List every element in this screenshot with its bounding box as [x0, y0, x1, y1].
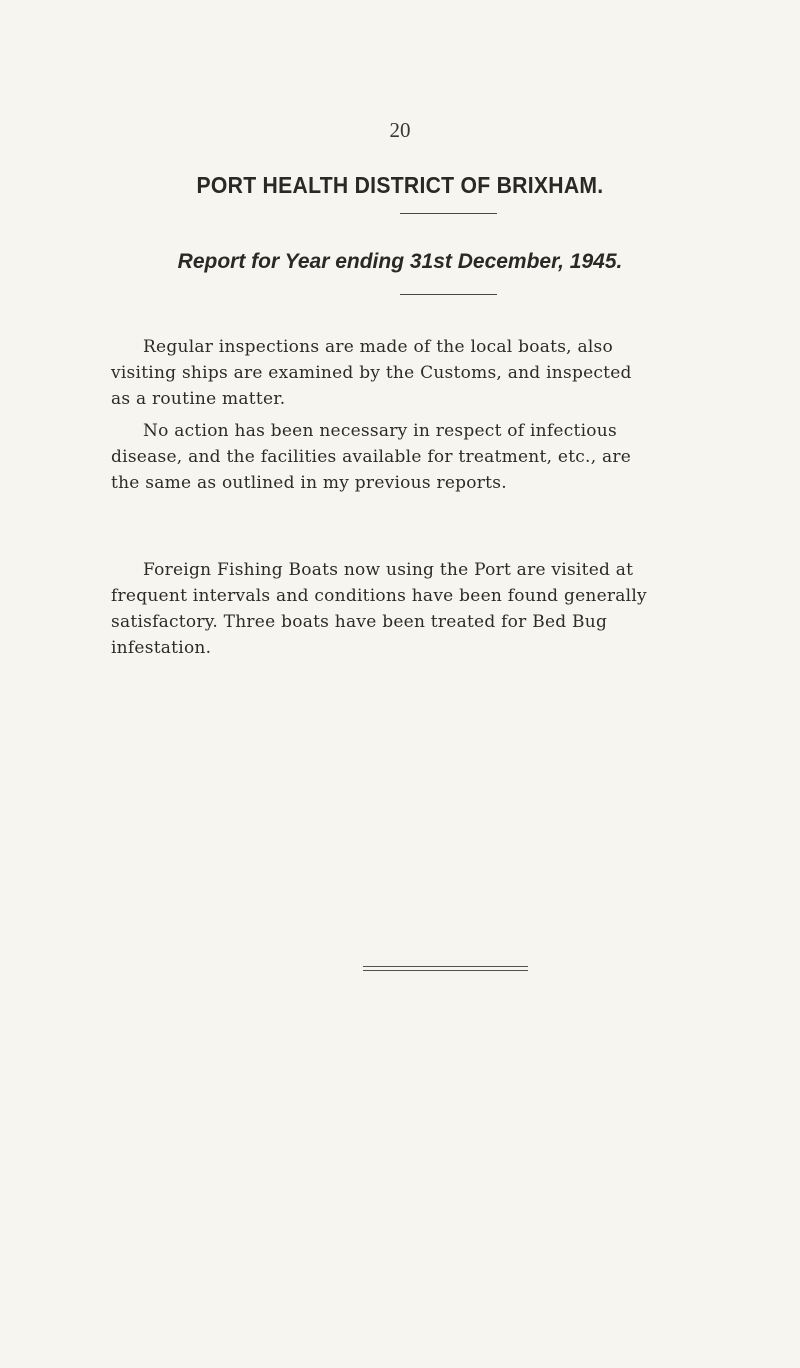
paragraph-line: as a routine matter.: [111, 389, 286, 409]
paragraph-line: No action has been necessary in respect of infectious: [143, 421, 617, 441]
paragraph-line: Regular inspections are made of the local boats, also: [143, 337, 614, 357]
paragraph-line: visiting ships are examined by the Customs, and inspected: [111, 363, 632, 383]
closing-double-rule-bottom: [363, 970, 528, 971]
closing-double-rule-top: [363, 966, 528, 967]
page-number: 20: [389, 118, 411, 142]
paragraph-line: Foreign Fishing Boats now using the Port are visited at: [143, 560, 634, 580]
paragraph-line: the same as outlined in my previous reports.: [111, 473, 507, 493]
page-title: PORT HEALTH DISTRICT OF BRIXHAM.: [196, 172, 604, 198]
paragraph-infectious-disease: [111, 418, 771, 496]
subtitle-divider: [400, 294, 497, 295]
paragraph-regular-inspections: [111, 334, 771, 412]
paragraph-foreign-fishing-boats: [111, 557, 771, 661]
paragraph-line: infestation.: [111, 638, 212, 658]
paragraph-line: disease, and the facilities available for treatment, etc., are: [111, 447, 632, 467]
paragraph-line: satisfactory. Three boats have been treated for Bed Bug: [111, 612, 608, 632]
report-subtitle: Report for Year ending 31st December, 1945.: [177, 250, 623, 273]
paragraph-line: frequent intervals and conditions have been found generally: [111, 586, 647, 606]
title-divider: [400, 213, 497, 214]
